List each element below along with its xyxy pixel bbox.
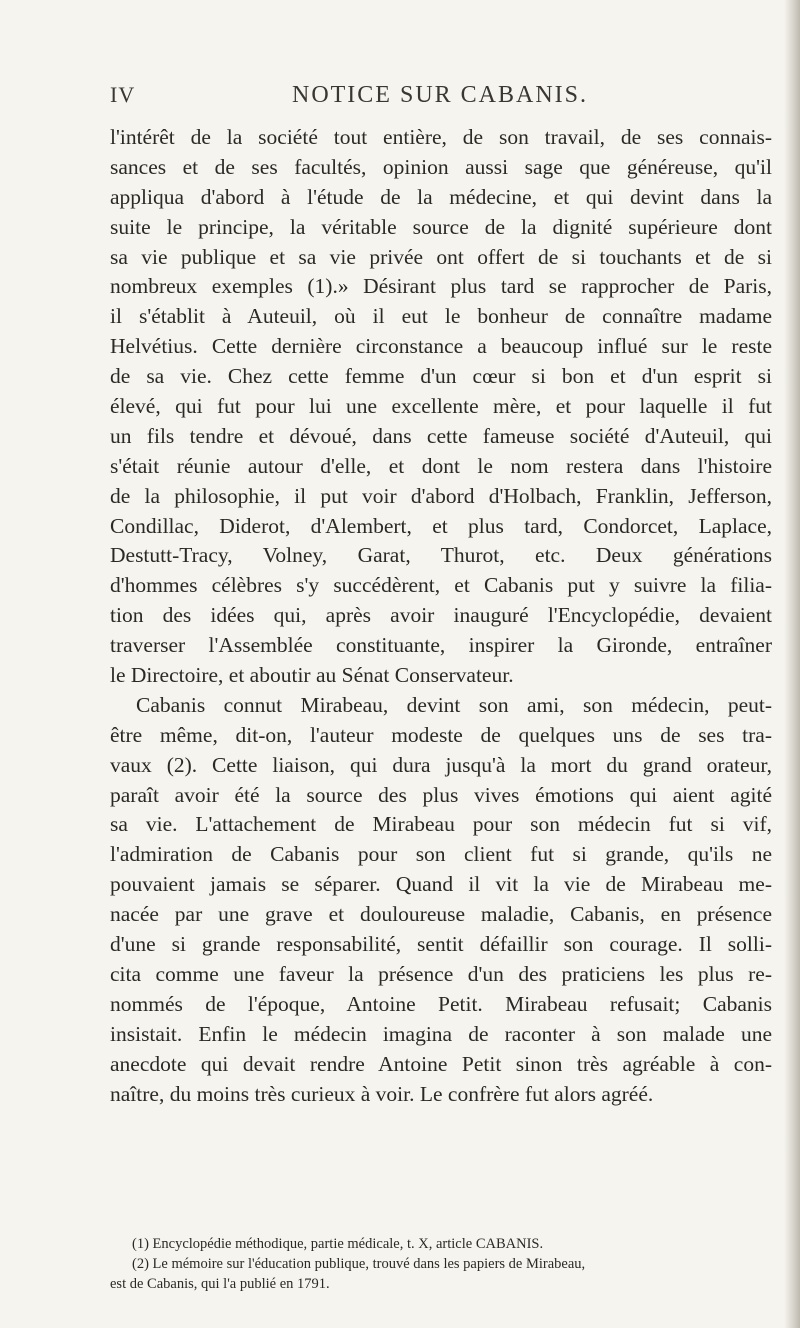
running-title: NOTICE SUR CABANIS. (291, 82, 589, 108)
text-line: Destutt-Tracy, Volney, Garat, Thurot, etc. Deux générations (110, 543, 772, 568)
text-line: il s'établit à Auteuil, où il eut le bonheur de connaître madame (110, 304, 772, 329)
text-line: nacée par une grave et douloureuse maladie, Cabanis, en présence (110, 902, 772, 927)
text-line: naître, du moins très curieux à voir. Le confrère fut alors agréé. (110, 1081, 654, 1106)
page-number: IV (110, 82, 136, 107)
page-header (110, 82, 770, 116)
footnote-line: est de Cabanis, qui l'a publié en 1791. (110, 1276, 330, 1292)
text-line: s'était réunie autour d'elle, et dont le nom restera dans l'histoire (110, 453, 772, 478)
text-line: cita comme une faveur la présence d'un des praticiens les plus re- (110, 961, 772, 986)
text-line: appliqua d'abord à l'étude de la médecine, et qui devint dans la (110, 184, 772, 209)
text-line: Cabanis connut Mirabeau, devint son ami, son médecin, peut- (136, 692, 772, 717)
text-line: traverser l'Assemblée constituante, inspirer la Gironde, entraîner (110, 633, 772, 658)
text-line: Helvétius. Cette dernière circonstance a beaucoup influé sur le reste (110, 334, 772, 359)
text-line: de sa vie. Chez cette femme d'un cœur si bon et d'un esprit si (110, 364, 772, 389)
text-line: vaux (2). Cette liaison, qui dura jusqu'à la mort du grand orateur, (110, 752, 772, 777)
text-line: être même, dit-on, l'auteur modeste de quelques uns de ses tra- (110, 722, 772, 747)
text-line: de la philosophie, il put voir d'abord d'Holbach, Franklin, Jefferson, (110, 483, 772, 508)
text-line: sa vie. L'attachement de Mirabeau pour son médecin fut si vif, (110, 812, 772, 837)
text-line: nombreux exemples (1).» Désirant plus tard se rapprocher de Paris, (110, 274, 772, 299)
footnotes (110, 1234, 770, 1294)
text-line: insistait. Enfin le médecin imagina de raconter à son malade une (110, 1021, 772, 1046)
text-line: élevé, qui fut pour lui une excellente mère, et pour laquelle il fut (110, 394, 772, 419)
text-line: l'intérêt de la société tout entière, de son travail, de ses connais- (110, 125, 772, 149)
text-line: tion des idées qui, après avoir inauguré l'Encyclopédie, devaient (110, 603, 772, 628)
text-line: suite le principe, la véritable source de la dignité supérieure dont (110, 214, 772, 239)
text-line: anecdote qui devait rendre Antoine Petit sinon très agréable à con- (110, 1051, 772, 1076)
body-text (110, 123, 772, 1109)
text-line: sa vie publique et sa vie privée ont offert de si touchants et de si (110, 244, 772, 269)
text-line: sances et de ses facultés, opinion aussi sage que généreuse, qu'il (110, 154, 772, 179)
page-edge-shadow (784, 0, 800, 1328)
text-line: d'une si grande responsabilité, sentit défaillir son courage. Il solli- (110, 932, 772, 957)
text-line: Condillac, Diderot, d'Alembert, et plus tard, Condorcet, Laplace, (110, 513, 772, 538)
text-line: l'admiration de Cabanis pour son client fut si grande, qu'ils ne (110, 842, 772, 867)
text-line: un fils tendre et dévoué, dans cette fameuse société d'Auteuil, qui (110, 423, 772, 448)
footnote-line: (2) Le mémoire sur l'éducation publique, trouvé dans les papiers de Mirabeau, (132, 1256, 586, 1272)
text-line: d'hommes célèbres s'y succédèrent, et Cabanis put y suivre la filia- (110, 573, 772, 598)
text-line: le Directoire, et aboutir au Sénat Conservateur. (110, 663, 514, 688)
footnote-line: (1) Encyclopédie méthodique, partie médicale, t. X, article CABANIS. (132, 1236, 544, 1252)
text-line: pouvaient jamais se séparer. Quand il vit la vie de Mirabeau me- (110, 872, 772, 897)
text-line: paraît avoir été la source des plus vives émotions qui aient agité (110, 782, 772, 807)
text-line: nommés de l'époque, Antoine Petit. Mirabeau refusait; Cabanis (110, 991, 772, 1016)
